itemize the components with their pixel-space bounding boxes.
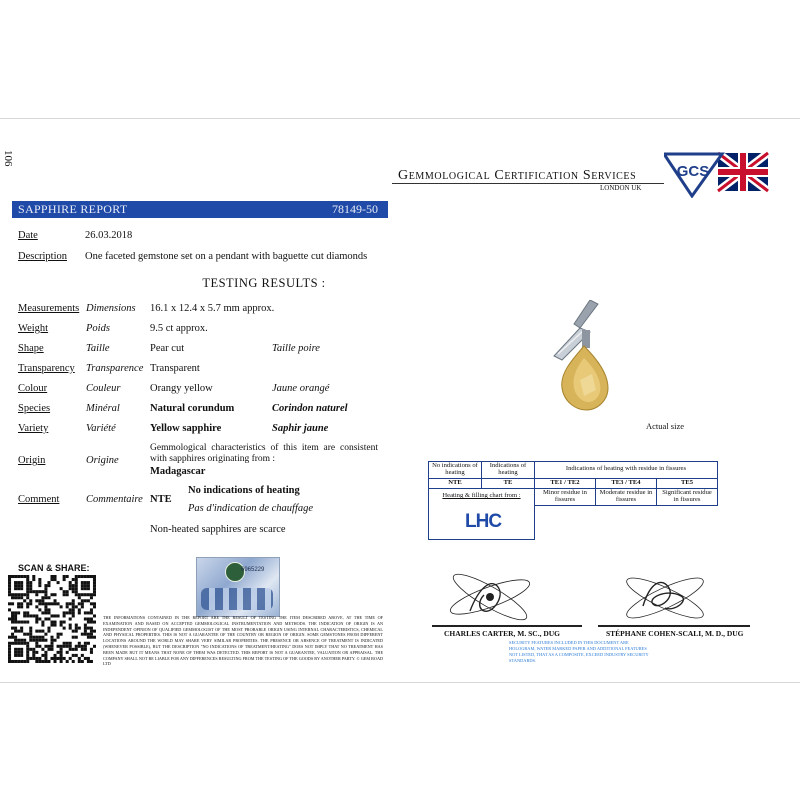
heating-span-head: Indications of heating with residue in fissures: [535, 462, 718, 479]
actual-size-caption: Actual size: [646, 421, 684, 431]
colour-fr: Couleur: [86, 383, 121, 394]
transparency-fr: Transparence: [86, 363, 144, 374]
heating-chart-label: Heating & filling chart from :: [429, 488, 535, 505]
comment-code: NTE: [150, 494, 172, 505]
lhc-logo: LHC: [465, 511, 502, 533]
variety-value: Yellow sapphire: [150, 423, 222, 434]
hologram-pattern: [201, 588, 273, 610]
union-flag-icon: [664, 150, 770, 198]
measurements-value: 16.1 x 12.4 x 5.7 mm approx.: [150, 303, 275, 314]
heating-col2-head: Indications of heating: [482, 462, 535, 479]
qr-code[interactable]: [8, 575, 96, 663]
description-value: One faceted gemstone set on a pendant with baguette cut diamonds: [85, 251, 368, 262]
comment-value-fr: Pas d'indication de chauffage: [188, 503, 314, 514]
comment-label: Comment: [18, 494, 60, 505]
report-number: 78149-50: [332, 202, 378, 216]
colour-label: Colour: [18, 383, 48, 394]
shape-value: Pear cut: [150, 343, 185, 354]
gcs-logo-text: GCS: [676, 163, 710, 180]
sheet-edge-top: [0, 118, 800, 119]
date-value: 26.03.2018: [85, 230, 133, 241]
report-header-bar: [12, 201, 388, 218]
shape-fr: Taille: [86, 343, 110, 354]
measurements-fr: Dimensions: [86, 303, 136, 314]
species-fr: Minéral: [86, 403, 120, 414]
signatory-cohen-scali: STÉPHANE COHEN-SCALI, M. D., DUG: [606, 629, 744, 638]
colour-value: Orangy yellow: [150, 383, 213, 394]
lhc-logo-cell: [429, 505, 535, 540]
heating-desc-minor: Minor residue in fissures: [535, 488, 596, 505]
weight-value: 9.5 ct approx.: [150, 323, 208, 334]
origin-fr: Origine: [86, 455, 119, 466]
variety-fr: Variété: [86, 423, 116, 434]
lab-name: Gemmological Certification Services: [398, 168, 637, 183]
signature-cohen-scali: [615, 568, 715, 628]
date-label: Date: [18, 230, 38, 241]
transparency-label: Transparency: [18, 363, 75, 374]
gcs-logo: [664, 150, 770, 198]
origin-label: Origin: [18, 455, 46, 466]
signature-carter: [440, 565, 540, 625]
qr-code-icon: [8, 575, 96, 663]
heating-code-te34: TE3 / TE4: [596, 478, 657, 488]
shape-label: Shape: [18, 343, 44, 354]
hologram-code: 6965229: [241, 567, 265, 573]
heating-code-te5: TE5: [657, 478, 718, 488]
disclaimer-text: THE INFORMATIONS CONTAINED IN THE REPORT ARE THE RESULT OF TESTING THE ITEM DESCRIBED ABOVE, AT THE TIME OF EXAMINATION AND BASED ON ACCEPTED GEMMOLOGICAL INSTRUMENTATION AND METHODS. THE INDICATION OF ORIGIN IS AN INDEPENDENT OPINION OF QUALIFIED GEMMOLOGIST OF THE MOST PROBABLE ORIGIN USING INTERNAL CHARACTERISTICS, CHEMICAL AND PHYSICAL PROPERTIES. THIS IS NOT A GUARANTEE OF THE COUNTRY OR REGION OF ORIGIN. SOME GEMSTONES FROM DIFFERENT LOCATIONS AROUND THE WORLD MAY SHARE VERY SIMILAR PROPERTIES. THE PRESENCE OR ABSENCE OF TREATMENT IS INDICATED (WHENEVER POSSIBLE), BUT THE DESCRIPTION "NO INDICATIONS OF TREATMENT/HEATING" DOES NOT IMPLY THAT NO TREATMENT HAS BEEN MADE BUT IT MEANS THAT NONE OF THEM WAS DETECTED. THIS REPORT IS NOT A GUARANTEE, VALUATION OR APPRAISAL. THE COMPANY SHALL NOT BE LIABLE FOR ANY DIFFERENCES RESULTING FROM THE TESTING OF THE GOODS BY ANOTHER PARTY. © GEM ROAD LTD: [103, 615, 383, 667]
heating-col1-head: No indications of heating: [429, 462, 482, 479]
report-title: SAPPHIRE REPORT: [18, 202, 128, 216]
weight-fr: Poids: [86, 323, 110, 334]
gemstone-photo: [540, 300, 630, 415]
measurements-label: Measurements: [18, 303, 80, 314]
comment-fr: Commentaire: [86, 494, 143, 505]
heating-desc-significant: Significant residue in fissures: [657, 488, 718, 505]
species-value-fr: Corindon naturel: [272, 403, 348, 414]
security-note: SECURITY FEATURES INCLUDED IN THIS DOCUMENT ARE HOLOGRAM, WATER MARKED PAPER AND ADDITIONAL FEATURES NOT LISTED, THAT AS A COMPOSITE, EXCEED INDUSTRY SECURITY STANDARDS.: [509, 640, 649, 663]
variety-label: Variety: [18, 423, 49, 434]
comment-value: No indications of heating: [188, 485, 300, 496]
heating-code-te12: TE1 / TE2: [535, 478, 596, 488]
species-label: Species: [18, 403, 51, 414]
description-label: Description: [18, 251, 67, 262]
signature-line-right: [598, 625, 750, 627]
shape-value-fr: Taille poire: [272, 343, 320, 354]
variety-value-fr: Saphir jaune: [272, 423, 329, 434]
species-value: Natural corundum: [150, 403, 235, 414]
heating-code-te: TE: [482, 478, 535, 488]
colour-value-fr: Jaune orangé: [272, 383, 330, 394]
heating-desc-moderate: Moderate residue in fissures: [596, 488, 657, 505]
scan-share-label: SCAN & SHARE:: [18, 563, 90, 573]
heating-chart-table: [428, 461, 718, 540]
transparency-value: Transparent: [150, 363, 200, 374]
lab-location: LONDON UK: [600, 184, 642, 192]
comment-extra: Non-heated sapphires are scarce: [150, 524, 286, 535]
testing-results-heading: TESTING RESULTS :: [202, 276, 326, 290]
page-number: 106: [2, 150, 14, 167]
sheet-edge-bottom: [0, 682, 800, 683]
weight-label: Weight: [18, 323, 49, 334]
heating-code-nte: NTE: [429, 478, 482, 488]
signatory-carter: CHARLES CARTER, M. SC., DUG: [444, 629, 560, 638]
origin-value: Madagascar: [150, 466, 206, 477]
signature-line-left: [432, 625, 582, 627]
origin-note: Gemmological characteristics of this item are consistent with sapphires originating from :: [150, 443, 378, 464]
hologram-seal: [196, 557, 280, 617]
